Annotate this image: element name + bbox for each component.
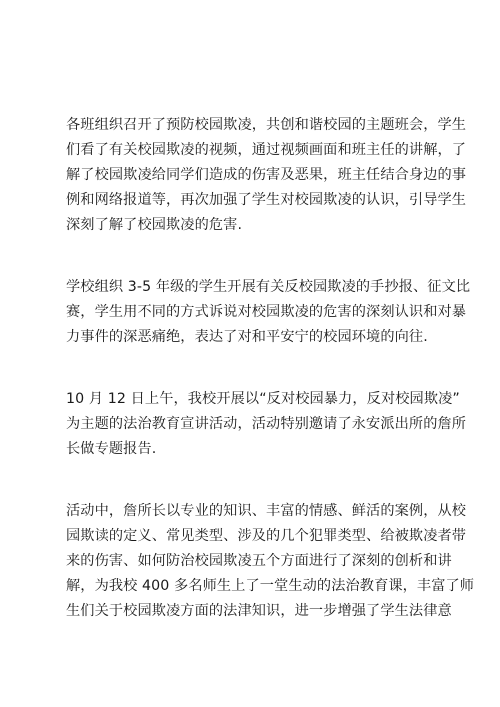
text-line: 深刻了解了校园欺凌的危害. [66, 217, 243, 233]
text-line: 为主题的法治教育宣讲活动，活动特别邀请了永安派出所的詹所 [66, 416, 467, 432]
text-line: 力事件的深恶痛绝，表达了对和平安宁的校园环境的向往. [66, 329, 428, 345]
text-line: 解，为我校 400 多名师生上了一堂生动的法治教育课，丰富了师 [66, 578, 475, 594]
text-line: 各班组织召开了预防校园欺凌，共创和谐校园的主题班会，学生 [66, 117, 467, 133]
text-line: 园欺读的定义、常见类型、涉及的几个犯罪类型、给被欺凌者带 [66, 528, 467, 544]
paragraph-handwritten-newspaper [66, 275, 471, 350]
paragraph-legal-education [66, 387, 467, 462]
paragraph-class-meetings [66, 113, 467, 238]
text-line: 学校组织 3-5 年级的学生开展有关反校园欺凌的手抄报、征文比 [66, 279, 471, 295]
text-line: 来的伤害、如何防治校园欺凌五个方面进行了深刻的创析和讲 [66, 553, 452, 569]
text-line: 赛，学生用不同的方式诉说对校园欺凌的危害的深刻认识和对暴 [66, 304, 467, 320]
text-line: 们看了有关校园欺凌的视频，通过视频画面和班主任的讲解，了 [66, 142, 467, 158]
document-body [66, 113, 475, 661]
paragraph-activity-details [66, 499, 475, 624]
text-line: 例和网络报道等，再次加强了学生对校园欺凌的认识，引导学生 [66, 192, 467, 208]
text-line: 解了校园欺凌给同学们造成的伤害及恶果，班主任结合身边的事 [66, 167, 467, 183]
text-line: 10 月 12 日上午，我校开展以“反对校园暴力，反对校园欺凌” [66, 391, 460, 407]
text-line: 生们关于校园欺凌方面的法津知识，进一步增强了学生法律意 [66, 603, 452, 619]
text-line: 活动中，詹所长以专业的知识、丰富的情感、鲜活的案例，从校 [66, 503, 467, 519]
text-line: 长做专题报告. [66, 441, 157, 457]
